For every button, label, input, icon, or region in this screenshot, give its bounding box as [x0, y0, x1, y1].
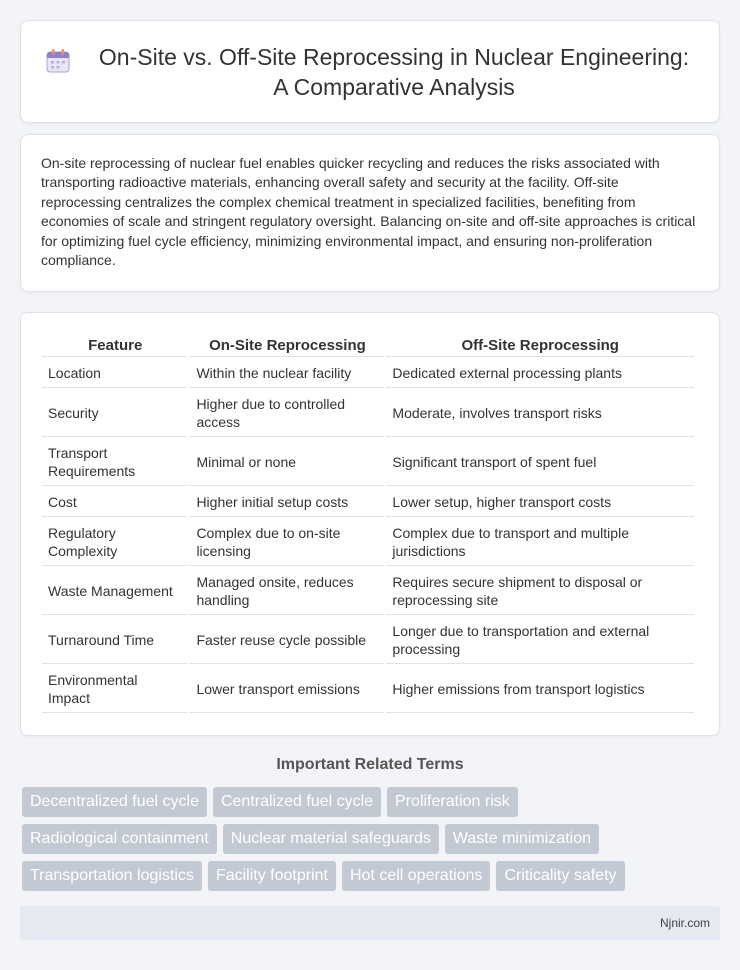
- footer-site[interactable]: Njnir.com: [659, 916, 710, 930]
- calendar-icon: [43, 46, 73, 76]
- term-tag[interactable]: Centralized fuel cycle: [213, 787, 381, 817]
- related-terms-heading: Important Related Terms: [276, 756, 464, 773]
- header-feature: Feature: [42, 333, 188, 357]
- term-tag[interactable]: Facility footprint: [208, 861, 336, 891]
- cell-on-site: Within the nuclear facility: [190, 357, 384, 388]
- cell-on-site: Faster reuse cycle possible: [190, 615, 384, 664]
- cell-on-site: Complex due to on-site licensing: [190, 517, 384, 566]
- cell-feature: Turnaround Time: [42, 615, 188, 664]
- table-row: [42, 664, 694, 713]
- cell-feature: Transport Requirements: [42, 437, 188, 486]
- intro-paragraph: On-site reprocessing of nuclear fuel enables quicker recycling and reduces the risks associated with transporting radioactive materials, enhancing overall safety and security at the facility. Off-site reprocessing centralizes the complex chemical treatment in specialized facilities, benefiting from economies of scale and stringent regulatory oversight. Balancing on-site and off-site approaches is critical for optimizing fuel cycle efficiency, minimizing environmental impact, and ensuring non-proliferation compliance.: [41, 155, 696, 269]
- cell-off-site: Lower setup, higher transport costs: [386, 486, 694, 517]
- term-tag[interactable]: Proliferation risk: [387, 787, 518, 817]
- cell-on-site: Higher initial setup costs: [190, 486, 384, 517]
- header-off-site: Off-Site Reprocessing: [386, 333, 694, 357]
- header-on-site: On-Site Reprocessing: [190, 333, 384, 357]
- cell-off-site: Requires secure shipment to disposal or reprocessing site: [386, 566, 694, 615]
- table-row: [42, 486, 694, 517]
- term-tag[interactable]: Decentralized fuel cycle: [22, 787, 207, 817]
- table-row: [42, 388, 694, 437]
- related-terms-list: [22, 787, 722, 898]
- term-tag[interactable]: Hot cell operations: [342, 861, 491, 891]
- table-row: [42, 437, 694, 486]
- comparison-table-card: [20, 312, 720, 736]
- term-tag[interactable]: Radiological containment: [22, 824, 217, 854]
- cell-off-site: Moderate, involves transport risks: [386, 388, 694, 437]
- term-tag[interactable]: Criticality safety: [496, 861, 624, 891]
- table-row: [42, 566, 694, 615]
- term-tag[interactable]: Transportation logistics: [22, 861, 202, 891]
- cell-feature: Location: [42, 357, 188, 388]
- cell-off-site: Longer due to transportation and external processing: [386, 615, 694, 664]
- footer: [20, 906, 720, 940]
- cell-feature: Regulatory Complexity: [42, 517, 188, 566]
- cell-off-site: Dedicated external processing plants: [386, 357, 694, 388]
- comparison-table: [40, 333, 696, 713]
- header-card: [20, 20, 720, 123]
- header: [43, 42, 697, 102]
- cell-on-site: Minimal or none: [190, 437, 384, 486]
- cell-on-site: Managed onsite, reduces handling: [190, 566, 384, 615]
- table-row: [42, 357, 694, 388]
- cell-off-site: Significant transport of spent fuel: [386, 437, 694, 486]
- cell-feature: Cost: [42, 486, 188, 517]
- cell-on-site: Lower transport emissions: [190, 664, 384, 713]
- term-tag[interactable]: Nuclear material safeguards: [223, 824, 439, 854]
- table-row: [42, 615, 694, 664]
- cell-off-site: Higher emissions from transport logistics: [386, 664, 694, 713]
- table-row: [42, 517, 694, 566]
- term-tag[interactable]: Waste minimization: [445, 824, 599, 854]
- cell-on-site: Higher due to controlled access: [190, 388, 384, 437]
- cell-off-site: Complex due to transport and multiple jurisdictions: [386, 517, 694, 566]
- cell-feature: Waste Management: [42, 566, 188, 615]
- table-header-row: [42, 333, 694, 357]
- cell-feature: Environmental Impact: [42, 664, 188, 713]
- page-title: On-Site vs. Off-Site Reprocessing in Nuclear Engineering: A Comparative Analysis: [98, 43, 690, 100]
- intro-card: [20, 134, 720, 292]
- cell-feature: Security: [42, 388, 188, 437]
